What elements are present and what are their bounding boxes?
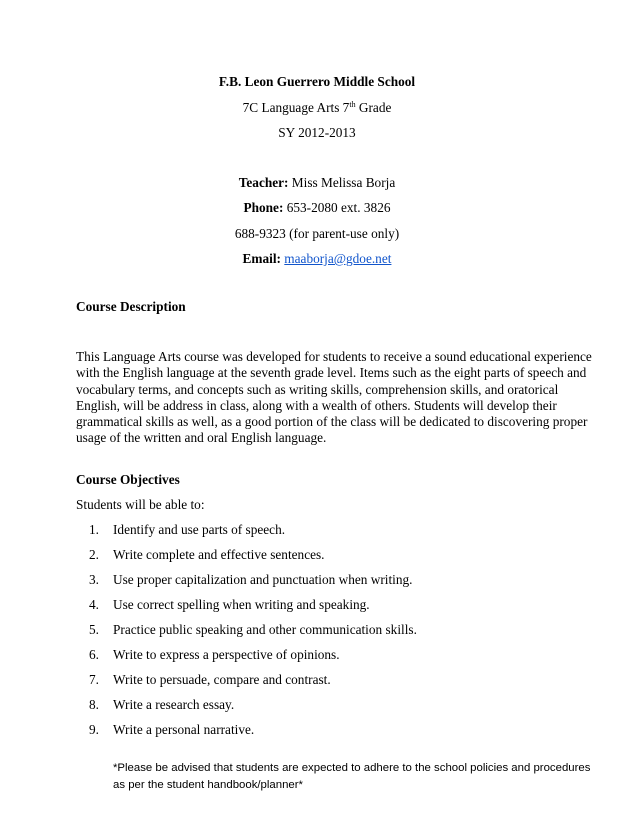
description-line: with the English language at the seventh grade level. Items such as the eight parts of speech and bbox=[76, 365, 587, 381]
objective-item: 9. Write a personal narrative. bbox=[89, 722, 255, 737]
teacher-line: Teacher: Miss Melissa Borja bbox=[238, 175, 396, 190]
policy-note-line: as per the student handbook/planner* bbox=[113, 779, 303, 791]
description-line: grammatical skills as well, as a good portion of the class will be dedicated to discovering proper bbox=[76, 414, 588, 430]
objective-item: 8. Write a research essay. bbox=[89, 697, 235, 712]
phone-alt-line: 688-9323 (for parent-use only) bbox=[234, 226, 400, 241]
objective-item: 2. Write complete and effective sentences. bbox=[89, 547, 325, 562]
policy-note-line: *Please be advised that students are expected to adhere to the school policies and procedures bbox=[113, 762, 591, 774]
course-objectives-heading: Course Objectives bbox=[76, 472, 180, 487]
email-line: Email: maaborja@gdoe.net bbox=[242, 251, 392, 266]
objective-item: 7. Write to persuade, compare and contrast. bbox=[89, 672, 331, 687]
objective-item: 5. Practice public speaking and other communication skills. bbox=[89, 622, 417, 637]
description-line: usage of the written and oral English language. bbox=[76, 430, 327, 446]
description-line: English, will be address in class, along with a wealth of others. Students will develop their bbox=[76, 397, 557, 413]
objective-item: 3. Use proper capitalization and punctuation when writing. bbox=[89, 572, 413, 587]
course-title: 7C Language Arts 7th Grade bbox=[242, 100, 392, 115]
objectives-intro: Students will be able to: bbox=[76, 497, 205, 512]
objective-item: 1. Identify and use parts of speech. bbox=[89, 522, 286, 537]
course-description-heading: Course Description bbox=[76, 299, 186, 314]
description-line: This Language Arts course was developed for students to receive a sound educational experience bbox=[76, 349, 592, 364]
objective-item: 4. Use correct spelling when writing and speaking. bbox=[89, 597, 370, 612]
phone-line: Phone: 653-2080 ext. 3826 bbox=[243, 200, 391, 215]
objective-item: 6. Write to express a perspective of opinions. bbox=[89, 647, 340, 662]
description-line: vocabulary terms, and concepts such as writing skills, comprehension skills, and oratorical bbox=[76, 381, 559, 397]
email-link[interactable]: maaborja@gdoe.net bbox=[284, 251, 392, 266]
course-description-text bbox=[76, 349, 592, 447]
school-name: F.B. Leon Guerrero Middle School bbox=[218, 74, 416, 89]
school-year: SY 2012-2013 bbox=[278, 125, 356, 140]
